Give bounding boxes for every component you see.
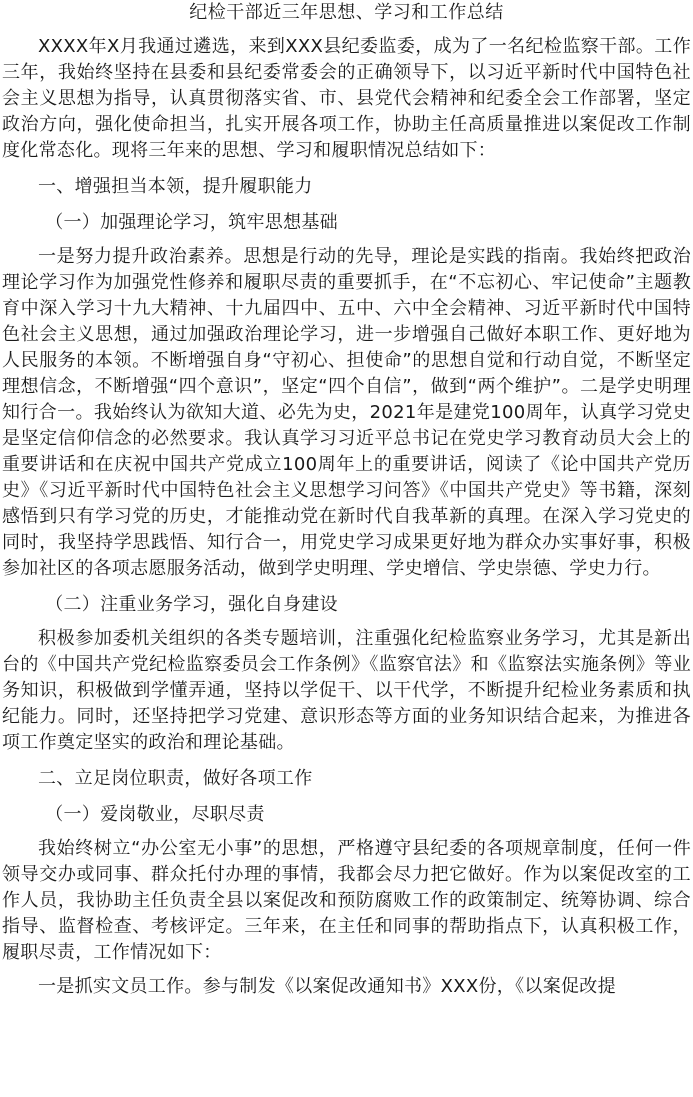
document-title: 纪检干部近三年思想、学习和工作总结 bbox=[189, 2, 504, 23]
section-1-2-heading: （二）注重业务学习，强化自身建设 bbox=[45, 594, 338, 615]
section-1-1-heading: （一）加强理论学习，筑牢思想基础 bbox=[45, 212, 338, 233]
section-2-1-body: 我始终树立“办公室无小事”的思想，严格遵守县纪委的各项规章制度，任何一件领导交办或同事、群众托付办理的事情，我都会尽力把它做好。作为以案促改室的工作人员，我协助主任负责全县以案促改和预防腐败工作的政策制定、统筹协调、综合指导、监督检查、考核评定。三年来，在主任和同事的帮助指点下，认真积极工作，履职尽责，工作情况如下： bbox=[2, 838, 691, 963]
intro-paragraph: XXXX年X月我通过遴选，来到XXX县纪委监委，成为了一名纪检监察干部。工作三年，我始终坚持在县委和县纪委常委会的正确领导下，以习近平新时代中国特色社会主义思想为指导，认真贯彻落实省、市、县党代会精神和纪委全会工作部署，坚定政治方向，强化使命担当，扎实开展各项工作，协助主任高质量推进以案促改工作制度化常态化。现将三年来的思想、学习和履职情况总结如下： bbox=[2, 36, 691, 161]
section-2-1-next-paragraph: 一是抓实文员工作。参与制发《以案促改通知书》XXX份，《以案促改提 bbox=[38, 976, 616, 997]
section-2-heading: 二、立足岗位职责，做好各项工作 bbox=[38, 768, 313, 789]
section-1-2-body: 积极参加委机关组织的各类专题培训，注重强化纪检监察业务学习，尤其是新出台的《中国共产党纪检监察委员会工作条例》《监察官法》和《监察法实施条例》等业务知识，积极做到学懂弄通，坚持以学促干、以干代学，不断提升纪检业务素质和执纪能力。同时，还坚持把学习党建、意识形态等方面的业务知识结合起来，为推进各项工作奠定坚实的政治和理论基础。 bbox=[2, 628, 691, 753]
section-1-1-body: 一是努力提升政治素养。思想是行动的先导，理论是实践的指南。我始终把政治理论学习作为加强党性修养和履职尽责的重要抓手，在“不忘初心、牢记使命”主题教育中深入学习十九大精神、十九届四中、五中、六中全会精神、习近平新时代中国特色社会主义思想，通过加强政治理论学习，进一步增强自己做好本职工作、更好地为人民服务的本领。不断增强自身“守初心、担使命”的思想自觉和行动自觉，不断坚定理想信念，不断增强“四个意识”，坚定“四个自信”，做到“两个维护”。二是学史明理知行合一。我始终认为欲知大道、必先为史，2021年是建党100周年，认真学习党史是坚定信仰信念的必然要求。我认真学习习近平总书记在党史学习教育动员大会上的重要讲话和在庆祝中国共产党成立100周年上的重要讲话，阅读了《论中国共产党历史》《习近平新时代中国特色社会主义思想学习问答》《中国共产党史》等书籍，深刻感悟到只有学习党的历史，才能推动党在新时代自我革新的真理。在深入学习党史的同时，我坚持学思践悟、知行合一，用党史学习成果更好地为群众办实事好事，积极参加社区的各项志愿服务活动，做到学史明理、学史增信、学史崇德、学史力行。 bbox=[2, 246, 691, 579]
section-2-1-heading: （一）爱岗敬业，尽职尽责 bbox=[45, 804, 265, 825]
section-1-heading: 一、增强担当本领，提升履职能力 bbox=[38, 176, 313, 197]
